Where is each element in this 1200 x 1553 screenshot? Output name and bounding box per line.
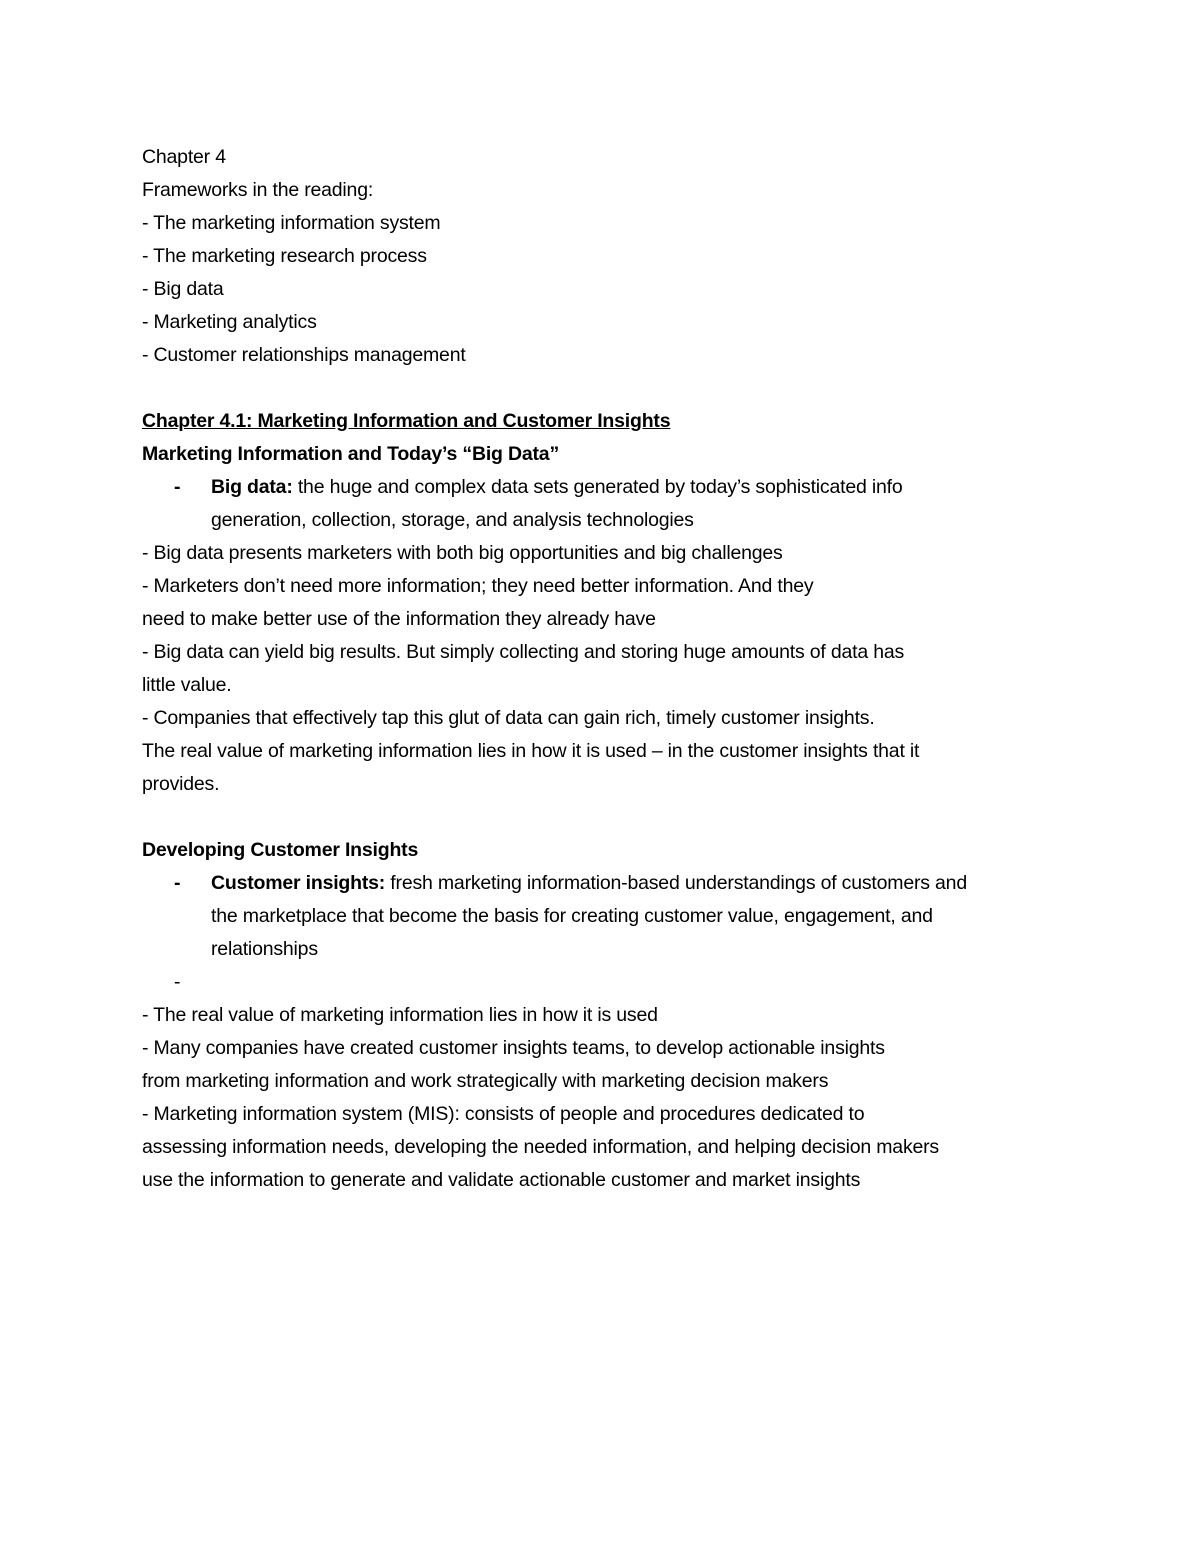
document-page — [142, 141, 1072, 1197]
definition-text: the marketplace that become the basis for creating customer value, engagement, and — [211, 905, 933, 927]
chapter-heading: Chapter 4 — [142, 146, 226, 168]
definition-text: fresh marketing information-based understandings of customers and — [385, 872, 967, 894]
note-line: - The real value of marketing information lies in how it is used — [142, 1004, 658, 1026]
framework-item: - Big data — [142, 278, 224, 300]
framework-item: - The marketing research process — [142, 245, 427, 267]
definition-term: Customer insights: — [211, 872, 386, 894]
framework-item: - Customer relationships management — [142, 344, 466, 366]
note-line: assessing information needs, developing the needed information, and helping decision makers — [142, 1136, 939, 1158]
definition-text: the huge and complex data sets generated by today’s sophisticated info — [292, 476, 903, 498]
note-line: use the information to generate and validate actionable customer and market insights — [142, 1169, 861, 1191]
note-line: - Big data can yield big results. But simply collecting and storing huge amounts of data has — [142, 641, 905, 663]
bullet-mark: - — [174, 872, 181, 894]
definition-body — [211, 471, 1071, 537]
definition-term: Big data: — [211, 476, 293, 498]
section-title: Chapter 4.1: Marketing Information and Customer Insights — [142, 410, 671, 432]
note-line: - Marketing information system (MIS): consists of people and procedures dedicated to — [142, 1103, 865, 1125]
definition-text: generation, collection, storage, and analysis technologies — [211, 509, 694, 531]
spacer — [142, 801, 1072, 834]
spacer — [142, 372, 1072, 405]
frameworks-intro: Frameworks in the reading: — [142, 179, 374, 201]
bullet-mark: - — [174, 971, 181, 993]
framework-item: - Marketing analytics — [142, 311, 317, 333]
note-line: need to make better use of the information they already have — [142, 608, 656, 630]
note-line: provides. — [142, 773, 220, 795]
framework-item: - The marketing information system — [142, 212, 441, 234]
note-line: - Big data presents marketers with both big opportunities and big challenges — [142, 542, 783, 564]
note-line: The real value of marketing information lies in how it is used – in the customer insights that it — [142, 740, 920, 762]
note-line: - Marketers don’t need more information; they need better information. And they — [142, 575, 814, 597]
note-line: little value. — [142, 674, 232, 696]
bullet-mark: - — [174, 476, 181, 498]
note-line: - Companies that effectively tap this glut of data can gain rich, timely customer insights. — [142, 707, 875, 729]
definition-text: relationships — [211, 938, 318, 960]
note-line: - Many companies have created customer insights teams, to develop actionable insights — [142, 1037, 885, 1059]
section-title: Developing Customer Insights — [142, 839, 419, 861]
definition-bullet — [142, 471, 1072, 537]
definition-body — [211, 867, 1071, 966]
empty-bullet — [142, 966, 1072, 999]
definition-bullet — [142, 867, 1072, 966]
section-subtitle: Marketing Information and Today’s “Big Data” — [142, 443, 559, 465]
note-line: from marketing information and work strategically with marketing decision makers — [142, 1070, 829, 1092]
